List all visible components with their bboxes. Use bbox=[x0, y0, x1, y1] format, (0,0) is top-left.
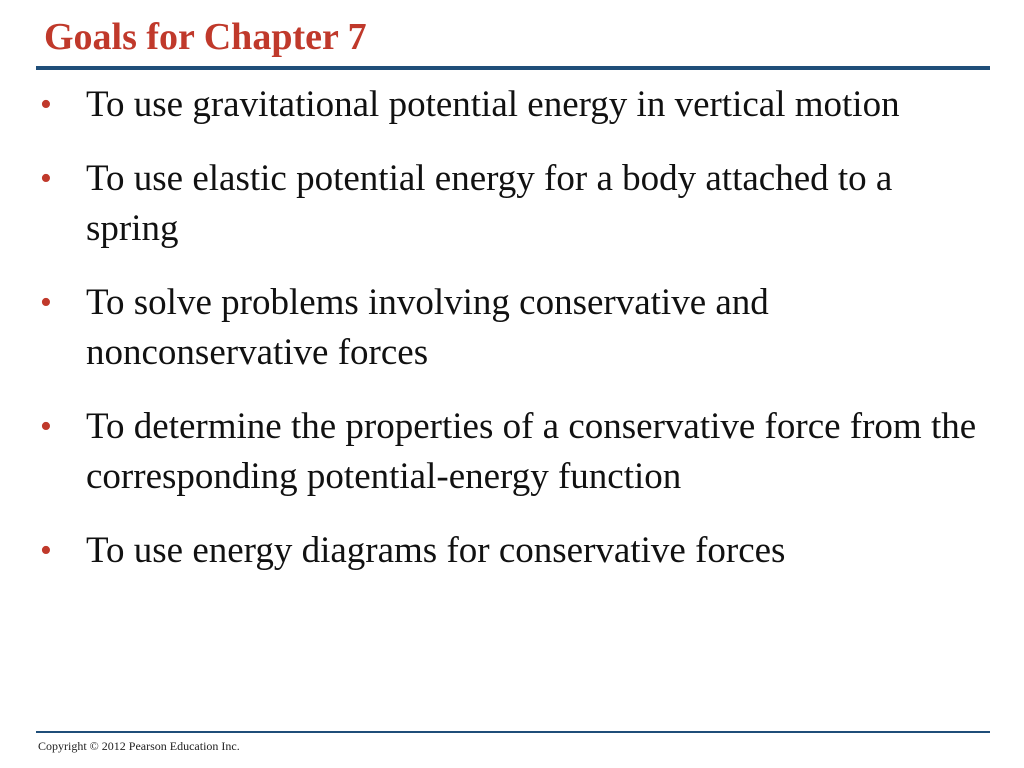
slide-title: Goals for Chapter 7 bbox=[44, 16, 367, 58]
bullet-dot-icon: • bbox=[40, 532, 52, 569]
title-divider bbox=[36, 66, 990, 70]
goals-list bbox=[40, 80, 980, 600]
goal-item bbox=[40, 80, 980, 130]
bullet-dot-icon: • bbox=[40, 408, 52, 445]
bullet-dot-icon: • bbox=[40, 160, 52, 197]
goal-item bbox=[40, 526, 980, 576]
footer-divider bbox=[36, 731, 990, 733]
goal-text: To determine the properties of a conservative force from the corresponding potential-energy function bbox=[86, 406, 977, 497]
goal-text: To use gravitational potential energy in vertical motion bbox=[86, 84, 900, 125]
goal-item bbox=[40, 402, 980, 502]
goal-text: To use elastic potential energy for a body attached to a spring bbox=[86, 158, 893, 249]
goal-item bbox=[40, 278, 980, 378]
bullet-dot-icon: • bbox=[40, 86, 52, 123]
goal-text: To use energy diagrams for conservative forces bbox=[86, 530, 786, 571]
goal-item bbox=[40, 154, 980, 254]
copyright-footer: Copyright © 2012 Pearson Education Inc. bbox=[38, 739, 240, 753]
goal-text: To solve problems involving conservative and nonconservative forces bbox=[86, 282, 769, 373]
bullet-dot-icon: • bbox=[40, 284, 52, 321]
